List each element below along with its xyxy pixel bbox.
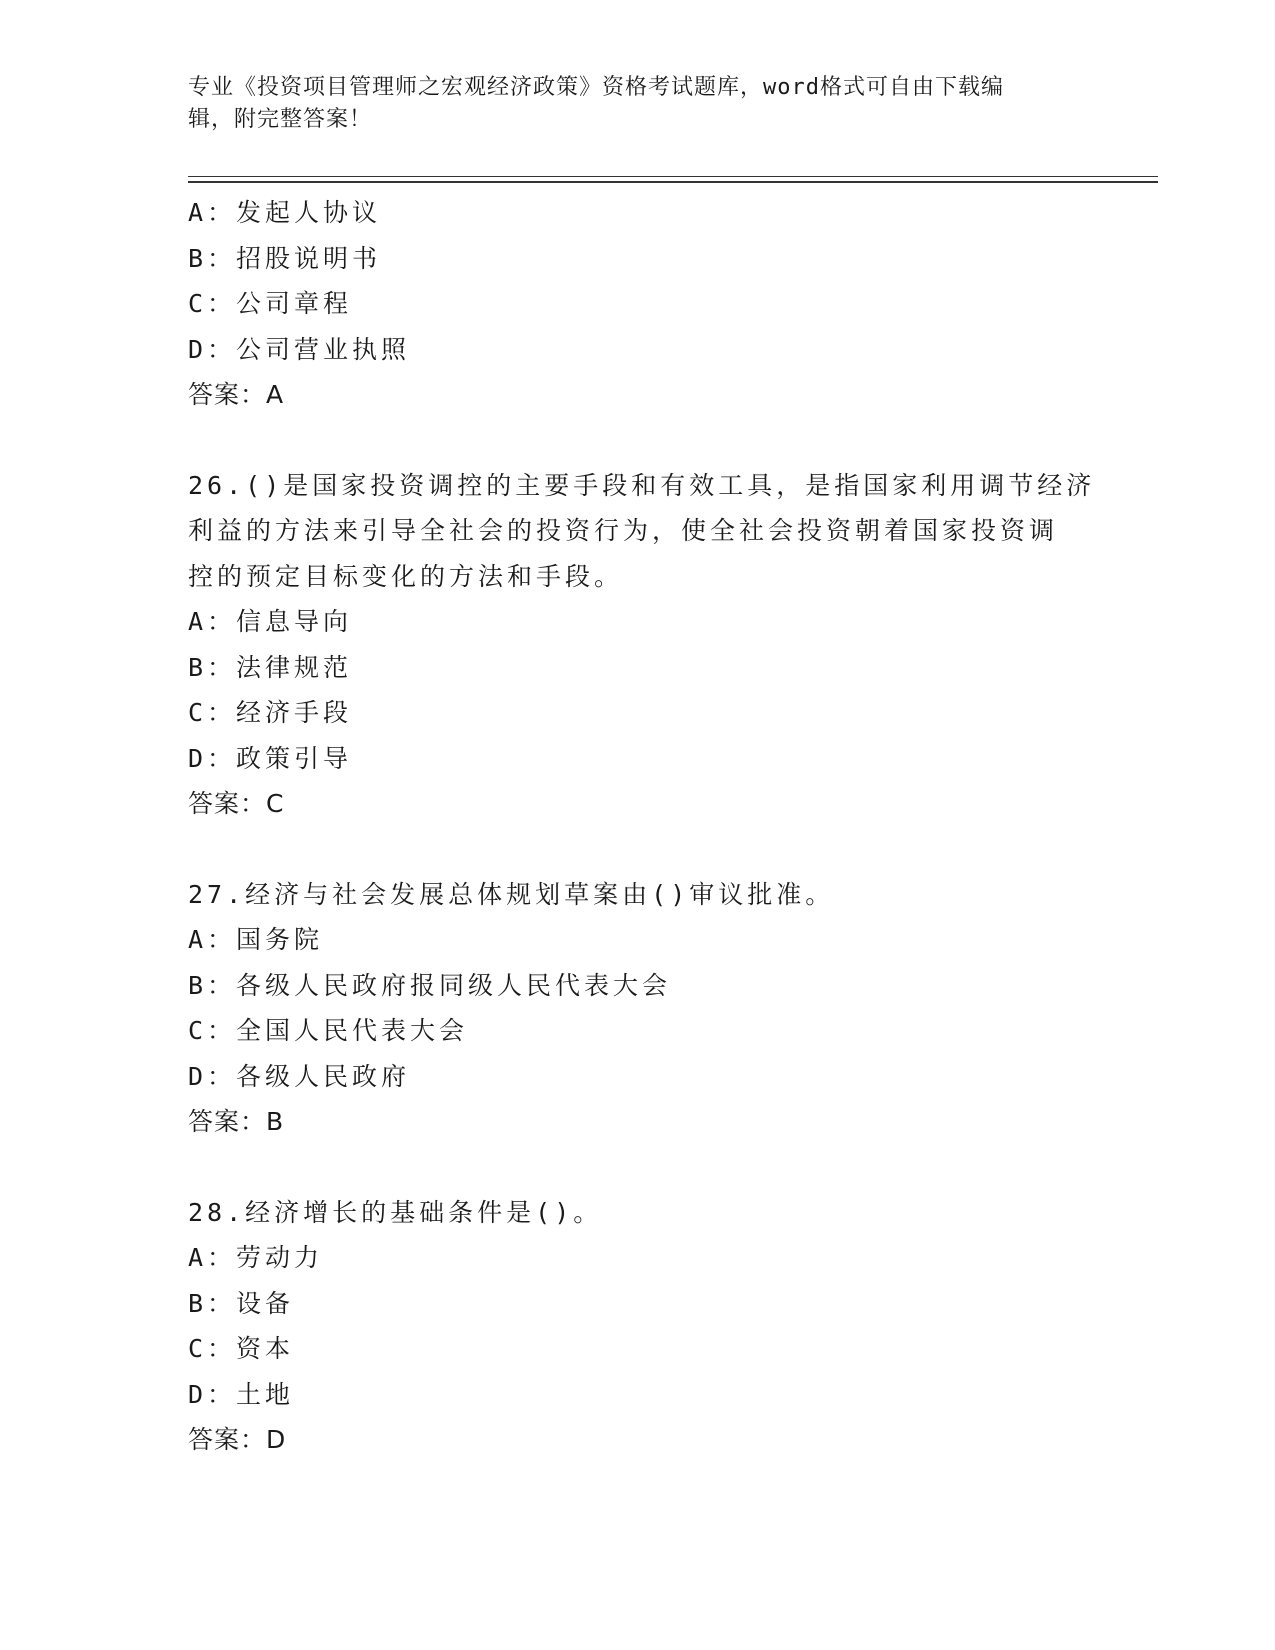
- question-25: [188, 190, 1088, 418]
- option-b: B：设备: [188, 1288, 295, 1318]
- option-a: A：国务院: [188, 925, 324, 954]
- option-b: B：各级人民政府报同级人民代表大会: [188, 970, 672, 1000]
- answer-line: 答案：B: [188, 1107, 285, 1136]
- option-c: C：公司章程: [188, 289, 353, 318]
- question-stem-line: 26.()是国家投资调控的主要手段和有效工具，是指国家利用调节经济: [188, 470, 1096, 500]
- header-rule-thin: [188, 176, 1158, 177]
- question-list: [188, 190, 1096, 1463]
- option-c: C：资本: [188, 1334, 295, 1363]
- option-d: D：各级人民政府: [188, 1061, 411, 1091]
- option-a: A：信息导向: [188, 607, 353, 636]
- option-b: B：法律规范: [188, 652, 353, 682]
- option-a: A：劳动力: [188, 1243, 324, 1272]
- option-c: C：经济手段: [188, 698, 353, 727]
- option-b: B：招股说明书: [188, 243, 382, 273]
- option-a: A：发起人协议: [188, 198, 382, 227]
- document-header: [188, 72, 1088, 136]
- question-stem-line: 27.经济与社会发展总体规划草案由()审议批准。: [188, 879, 835, 909]
- question-stem-line: 28.经济增长的基础条件是()。: [188, 1197, 603, 1227]
- answer-line: 答案：C: [188, 789, 285, 818]
- option-d: D：土地: [188, 1379, 295, 1409]
- option-d: D：政策引导: [188, 743, 353, 773]
- question-26: [188, 463, 1096, 827]
- header-rule-thick: [188, 181, 1158, 183]
- question-stem-line: 控的预定目标变化的方法和手段。: [188, 561, 624, 591]
- option-d: D：公司营业执照: [188, 334, 411, 364]
- question-28: [188, 1190, 1088, 1463]
- header-line-2: 辑，附完整答案！: [188, 107, 373, 132]
- header-line-1: 专业《投资项目管理师之宏观经济政策》资格考试题库，word格式可自由下载编: [188, 75, 1004, 100]
- answer-line: 答案：A: [188, 380, 285, 409]
- option-c: C：全国人民代表大会: [188, 1016, 469, 1045]
- answer-line: 答案：D: [188, 1425, 287, 1454]
- question-27: [188, 872, 1088, 1145]
- question-stem-line: 利益的方法来引导全社会的投资行为，使全社会投资朝着国家投资调: [188, 516, 1059, 545]
